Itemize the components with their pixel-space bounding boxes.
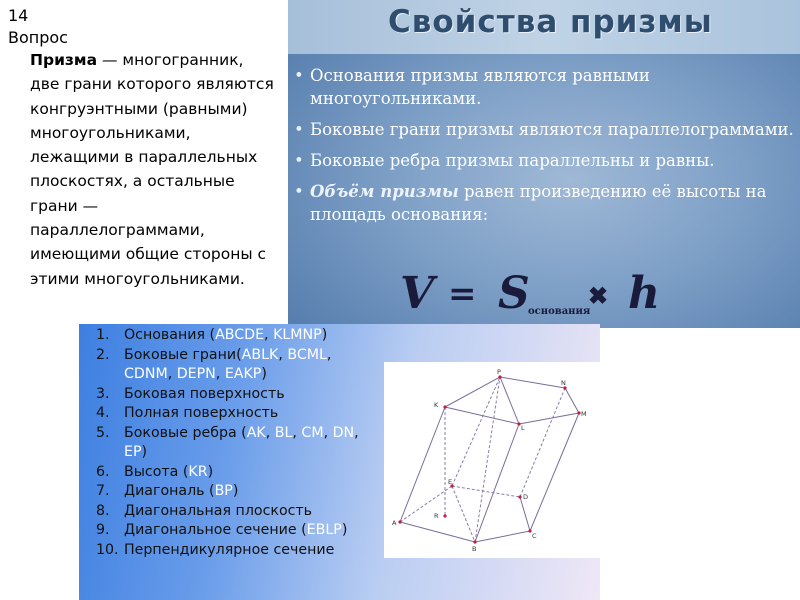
element-number: 4. — [96, 405, 110, 421]
label-r: R — [434, 512, 439, 520]
properties-list — [292, 64, 798, 234]
element-number: 7. — [96, 483, 110, 499]
prism-diagram — [384, 362, 600, 558]
element-notation: BP — [214, 483, 233, 499]
properties-panel — [288, 0, 800, 328]
element-notation: CDNM — [124, 366, 168, 382]
prism-vertices — [398, 375, 580, 543]
element-text: , — [292, 424, 302, 441]
element-number: 2. — [96, 346, 110, 363]
element-text: ) — [321, 327, 328, 343]
element-notation: EAKP — [224, 366, 262, 382]
element-text: Диагональное сечение ( — [124, 522, 307, 538]
definition-text: — многогранник, две грани которого являются конгруэнтными (равными) многоугольниками, лежащими в параллельных плоскостях, а остальные грани — параллелограммами, имеющими общие стороны с этими многоугольниками. — [30, 51, 274, 288]
element-notation: EBLP — [306, 522, 342, 538]
element-notation: CM — [301, 424, 324, 441]
formula-h: h — [628, 268, 660, 319]
element-text: , — [167, 366, 177, 382]
element-text: , — [354, 424, 359, 441]
label-n: N — [561, 379, 566, 387]
element-text: Боковые ребра ( — [124, 424, 247, 441]
element-text: , — [323, 424, 333, 441]
element-notation: KR — [188, 463, 208, 480]
definition-term: Призма — [30, 51, 98, 69]
element-notation: AK — [246, 424, 266, 441]
element-notation: EP — [124, 444, 142, 460]
equals-icon: = — [448, 274, 477, 314]
element-item — [79, 482, 379, 502]
element-item — [79, 404, 379, 424]
element-text: ) — [141, 444, 148, 460]
element-text: Высота ( — [124, 463, 189, 480]
element-number: 5. — [96, 424, 110, 441]
multiply-icon: ✖ — [588, 281, 609, 310]
property-item-volume: • Объём призмы равен произведению её высоты на площадь основания: — [292, 180, 798, 226]
element-item — [79, 424, 379, 463]
properties-title: Свойства призмы — [388, 4, 713, 40]
property-item: • Боковые ребра призмы параллельны и равны. — [292, 149, 798, 172]
element-text: Боковая поверхность — [124, 385, 285, 402]
prism-labels — [392, 368, 587, 553]
volume-term: Объём призмы — [310, 182, 459, 201]
element-item — [79, 463, 379, 483]
prism-definition — [30, 48, 275, 291]
element-text: , — [265, 424, 275, 441]
element-text: ) — [341, 522, 348, 538]
element-notation: ABCDE — [215, 327, 265, 343]
element-text: ) — [207, 463, 214, 480]
label-k: K — [434, 401, 439, 409]
formula-subscript: основания — [528, 306, 591, 317]
element-item — [79, 385, 379, 405]
element-notation: DN — [332, 424, 355, 441]
label-p: P — [497, 368, 501, 376]
label-e: E — [448, 478, 453, 486]
element-number: 9. — [96, 522, 110, 538]
element-text: , — [326, 346, 332, 363]
element-text: Основания ( — [124, 327, 216, 343]
element-text: Боковые грани( — [124, 346, 242, 363]
element-number: 10. — [96, 541, 119, 558]
element-item — [79, 346, 379, 385]
formula-s: S — [498, 268, 530, 319]
element-text: , — [278, 346, 288, 363]
element-notation: ABLK — [241, 346, 279, 363]
element-number: 6. — [96, 463, 110, 480]
element-item — [79, 541, 379, 561]
formula-v: V — [400, 268, 435, 319]
label-b: B — [472, 545, 477, 553]
element-number: 8. — [96, 502, 110, 519]
element-text: , — [215, 366, 225, 382]
property-item: • Боковые грани призмы являются параллелограммами. — [292, 118, 798, 141]
element-text: , — [264, 327, 274, 343]
element-number: 1. — [96, 327, 110, 343]
element-text: Полная поверхность — [124, 405, 279, 421]
element-text: Диагональ ( — [124, 483, 215, 499]
element-item — [79, 521, 379, 541]
elements-list — [79, 326, 379, 560]
element-notation: KLMNP — [273, 327, 322, 343]
label-d: D — [523, 493, 529, 501]
label-l: L — [521, 424, 525, 432]
slide-caption: Вопрос — [8, 28, 68, 47]
element-notation: BCML — [287, 346, 327, 363]
element-text: ) — [261, 366, 267, 382]
element-item — [79, 326, 379, 346]
property-item: • Основания призмы являются равными многоугольниками. — [292, 64, 798, 110]
element-text: ) — [232, 483, 239, 499]
label-c: C — [532, 532, 537, 540]
element-notation: DEPN — [176, 366, 216, 382]
label-a: A — [392, 519, 397, 527]
label-m: M — [581, 410, 587, 418]
element-item — [79, 502, 379, 522]
element-text: Диагональная плоскость — [124, 502, 313, 519]
properties-header — [288, 0, 800, 54]
slide-number: 14 — [8, 6, 29, 25]
element-notation: BL — [274, 424, 293, 441]
element-text: Перпендикулярное сечение — [124, 541, 335, 558]
element-number: 3. — [96, 385, 110, 402]
